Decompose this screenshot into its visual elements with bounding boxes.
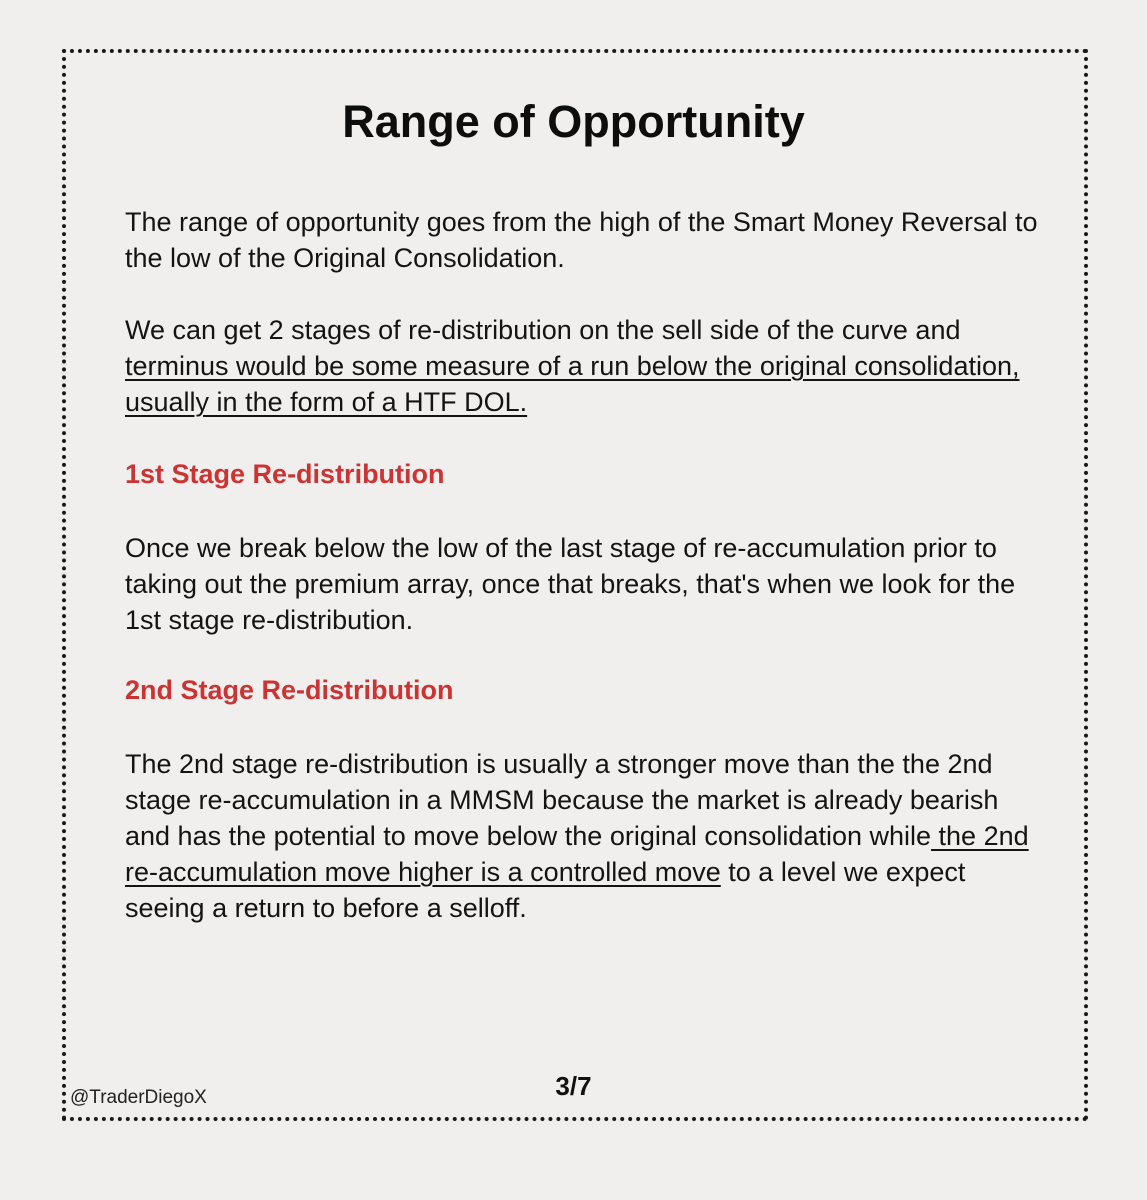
page-number: 3/7: [555, 1071, 592, 1101]
terminus-paragraph: [125, 312, 1045, 420]
stage2-underlined-text: the 2nd re-accumulation move higher is a controlled move: [125, 821, 1029, 887]
stage1-paragraph: Once we break below the low of the last stage of re-accumulation prior to taking out the premium array, once that breaks, that's when we look for the 1st stage re-distribution.: [125, 533, 1016, 635]
stage2-paragraph-trail: to a level we expect seeing a return to before a selloff.: [125, 857, 966, 923]
terminus-underlined-text: terminus would be some measure of a run below the original consolidation, usually in the form of a HTF DOL.: [125, 351, 1020, 417]
intro-paragraph: The range of opportunity goes from the high of the Smart Money Reversal to the low of the Original Consolidation.: [125, 207, 1038, 273]
terminus-paragraph-lead: We can get 2 stages of re-distribution on the sell side of the curve and: [125, 315, 961, 345]
stage1-heading: 1st Stage Re-distribution: [125, 459, 445, 489]
stage2-paragraph: [125, 746, 1045, 926]
author-handle: @TraderDiegoX: [70, 1087, 207, 1108]
stage2-heading: 2nd Stage Re-distribution: [125, 675, 454, 705]
stage2-paragraph-lead: The 2nd stage re-distribution is usually a stronger move than the the 2nd stage re-accumulation in a MMSM because the market is already bearish and has the potential to move below the original consolidation while: [125, 749, 999, 851]
page-title: Range of Opportunity: [342, 96, 805, 147]
